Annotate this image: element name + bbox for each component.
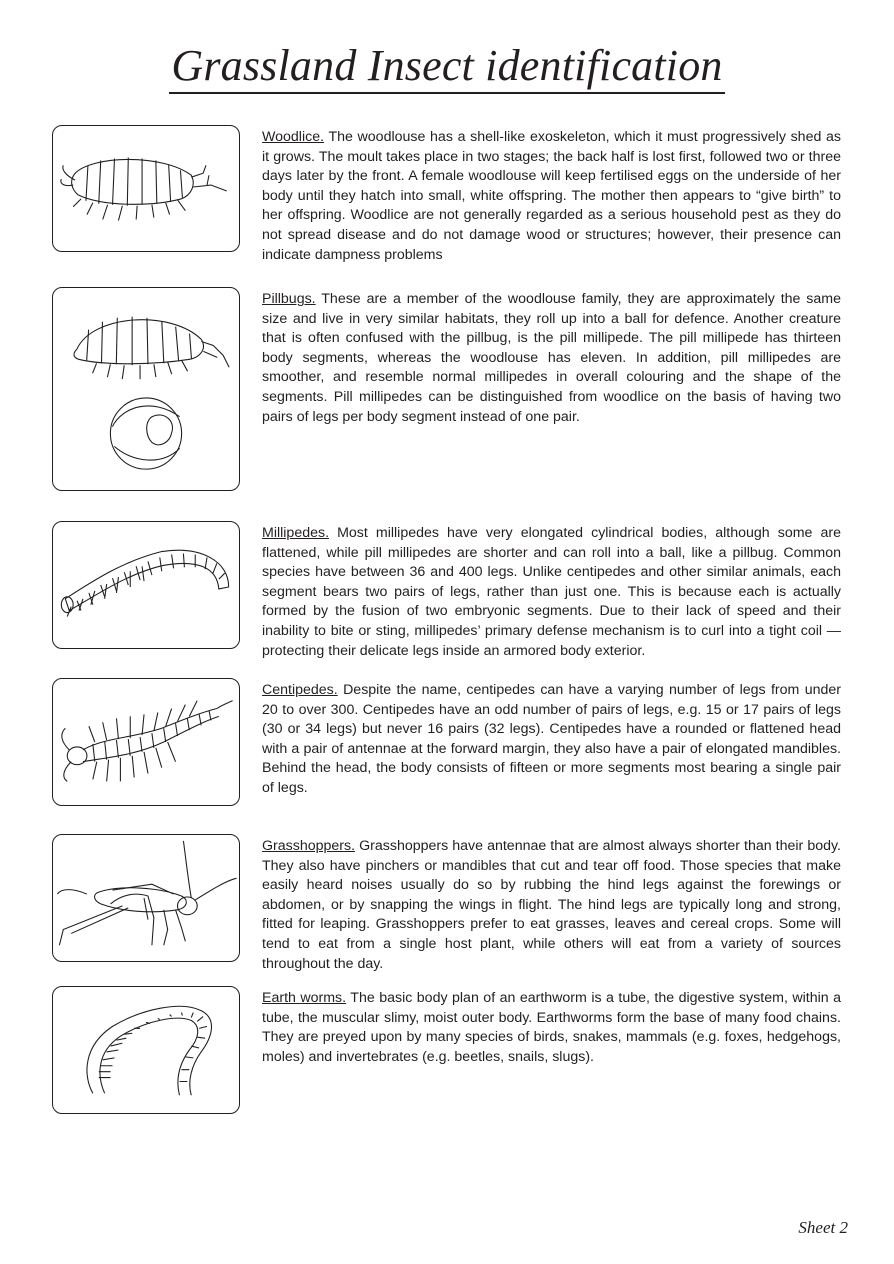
woodlouse-icon: [53, 126, 239, 251]
entry-text: [262, 128, 841, 265]
sheet-number: Sheet 2: [798, 1218, 848, 1237]
entry-heading: Pillbugs.: [262, 291, 316, 307]
entry-text: [262, 290, 841, 427]
page-title-container: [0, 40, 894, 91]
entry-body: These are a member of the woodlouse family, they are approximately the same size and live in very similar habitats, they roll up into a ball for defence. Another creature that is often confused with the pillbug, is the pill millipede. The pill millipede has thirteen body segments, whereas the woodlouse has eleven. In addition, pill millipedes are smoother, and resemble normal millipedes in overall colouring and the shape of the segments. Pill millipedes can be distinguished from woodlice on the basis of having two pairs of legs per body segment instead of one pair.: [262, 291, 841, 425]
grasshopper-illustration-frame: [52, 834, 240, 962]
entry-heading: Grasshoppers.: [262, 838, 356, 854]
entry-body: Grasshoppers have antennae that are almost always shorter than their body. They also have pinchers or mandibles that cut and tear off food. Those species that make easily heard noises usually do so by rubbing the hind legs against the forewings or abdomen, or by snapping the wings in flight. The hind legs are typically long and strong, fitted for leaping. Grasshoppers prefer to eat grasses, leaves and cereal crops. Some will tend to eat from a single host plant, while others will eat from a variety of sources throughout the day.: [262, 838, 841, 972]
earthworm-illustration-frame: [52, 986, 240, 1114]
entry-heading: Earth worms.: [262, 990, 347, 1006]
entry-text: [262, 681, 841, 799]
millipede-icon: [53, 522, 239, 648]
pillbug-icon: [53, 288, 239, 490]
entry-body: Most millipedes have very elongated cylindrical bodies, although some are flattened, while pill millipedes are shorter and can roll into a ball, like a pillbug. Common species have between 36 and 400 legs. Unlike centipedes and other similar animals, each segment bears two pairs of legs, rather than just one. This is because each is actually formed by the fusion of two embryonic segments. Due to their lack of speed and their inability to bite or sting, millipedes’ primary defense mechanism is to curl into a tight coil — protecting their delicate legs inside an armored body exterior.: [262, 525, 841, 659]
entry-body: The basic body plan of an earthworm is a tube, the digestive system, within a tube, the muscular slimy, moist outer body. Earthworms form the base of many food chains. They are preyed upon by many species of birds, snakes, mammals (e.g. foxes, hedgehogs, moles) and invertebrates (e.g. beetles, snails, slugs).: [262, 990, 841, 1065]
earthworm-icon: [53, 987, 239, 1113]
entry-text: [262, 524, 841, 661]
entry-body: The woodlouse has a shell-like exoskeleton, which it must progressively shed as it grows. The moult takes place in two stages; the back half is lost first, followed two or three days later by the front. A female woodlouse will keep fertilised eggs on the underside of her body until they hatch into small, white offspring. The mother then appears to “give birth” to her offspring. Woodlice are not generally regarded as a serious household pest as they do not spread disease and do not damage wood or structures; however, their presence can indicate dampness problems: [262, 129, 841, 263]
entry-heading: Woodlice.: [262, 129, 325, 145]
entry-text: [262, 837, 841, 974]
entry-heading: Millipedes.: [262, 525, 330, 541]
pillbug-illustration-frame: [52, 287, 240, 491]
entry-body: Despite the name, centipedes can have a varying number of legs from under 20 to over 300. Centipedes have an odd number of pairs of legs, e.g. 15 or 17 pairs of legs (30 or 34 legs) but never 16 pairs (32 legs). Centipedes have a rounded or flattened head with a pair of antennae at the forward margin, they also have a pair of elongated mandibles. Behind the head, the body consists of fifteen or more segments most bearing a single pair of legs.: [262, 682, 841, 796]
grasshopper-icon: [53, 835, 239, 961]
millipede-illustration-frame: [52, 521, 240, 649]
woodlouse-illustration-frame: [52, 125, 240, 252]
centipede-illustration-frame: [52, 678, 240, 806]
centipede-icon: [53, 679, 239, 805]
entry-text: [262, 989, 841, 1067]
entry-heading: Centipedes.: [262, 682, 338, 698]
page-title: Grassland Insect identification: [169, 41, 724, 94]
